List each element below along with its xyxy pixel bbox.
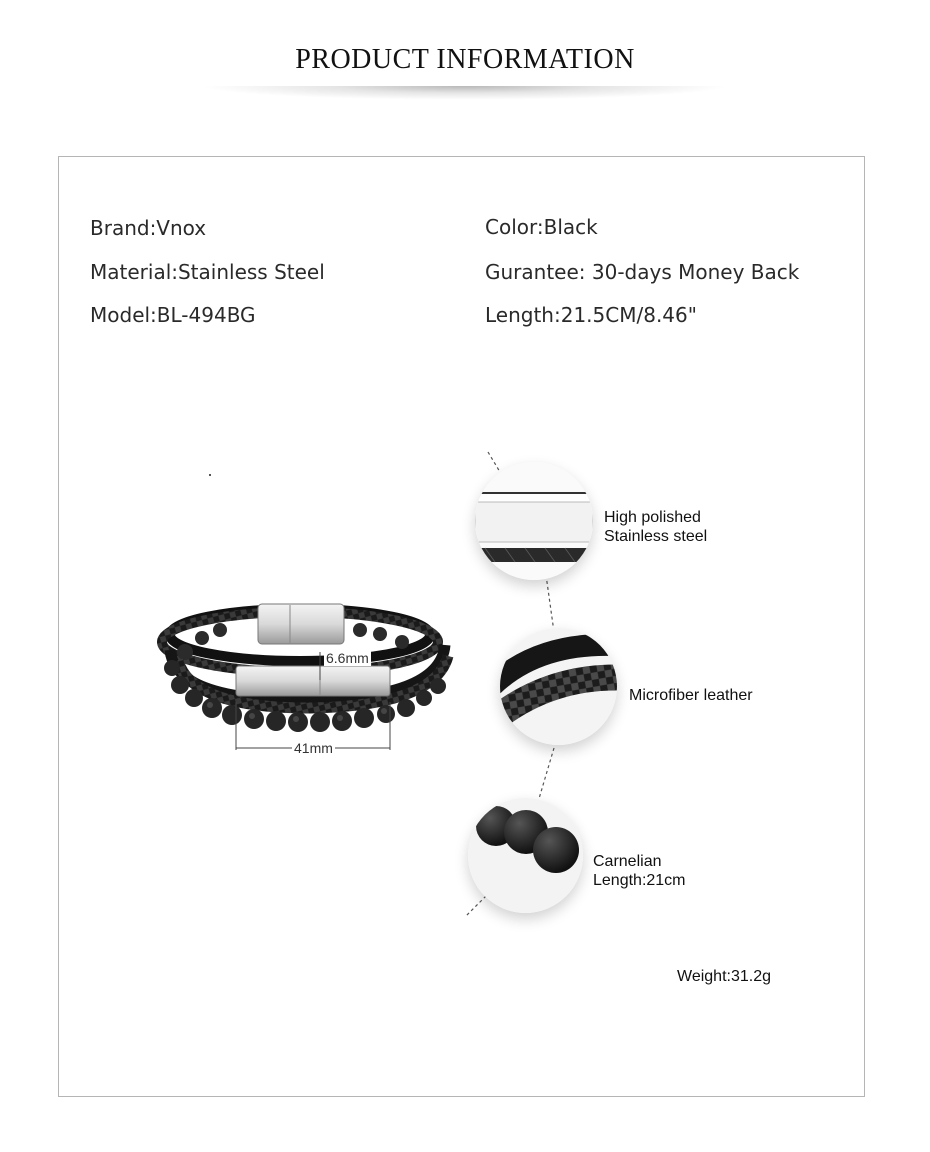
steel-detail-image <box>475 462 593 580</box>
spec-brand: Brand:Vnox <box>90 216 207 240</box>
clasp-length-label: 41mm <box>294 740 333 756</box>
leather-callout: Microfiber leather <box>629 687 753 704</box>
title-underline-shadow <box>200 86 730 100</box>
bead-detail-image <box>468 798 583 913</box>
spec-model: Model:BL-494BG <box>90 303 256 327</box>
width-dimension-label: 6.6mm <box>326 650 369 666</box>
leather-detail-image <box>500 628 617 745</box>
steel-callout-line2: Stainless steel <box>604 528 708 545</box>
beads-callout-line1: Carnelian <box>593 853 662 870</box>
spec-length: Length:21.5CM/8.46" <box>485 303 697 327</box>
spec-material: Material:Stainless Steel <box>90 260 325 284</box>
spec-guarantee: Gurantee: 30-days Money Back <box>485 260 800 284</box>
spec-color: Color:Black <box>485 215 598 239</box>
stray-dot <box>209 474 211 476</box>
page-title: PRODUCT INFORMATION <box>295 44 635 75</box>
weight-label: Weight:31.2g <box>677 968 771 985</box>
beads-callout-line2: Length:21cm <box>593 872 686 889</box>
steel-callout-line1: High polished <box>604 509 701 526</box>
